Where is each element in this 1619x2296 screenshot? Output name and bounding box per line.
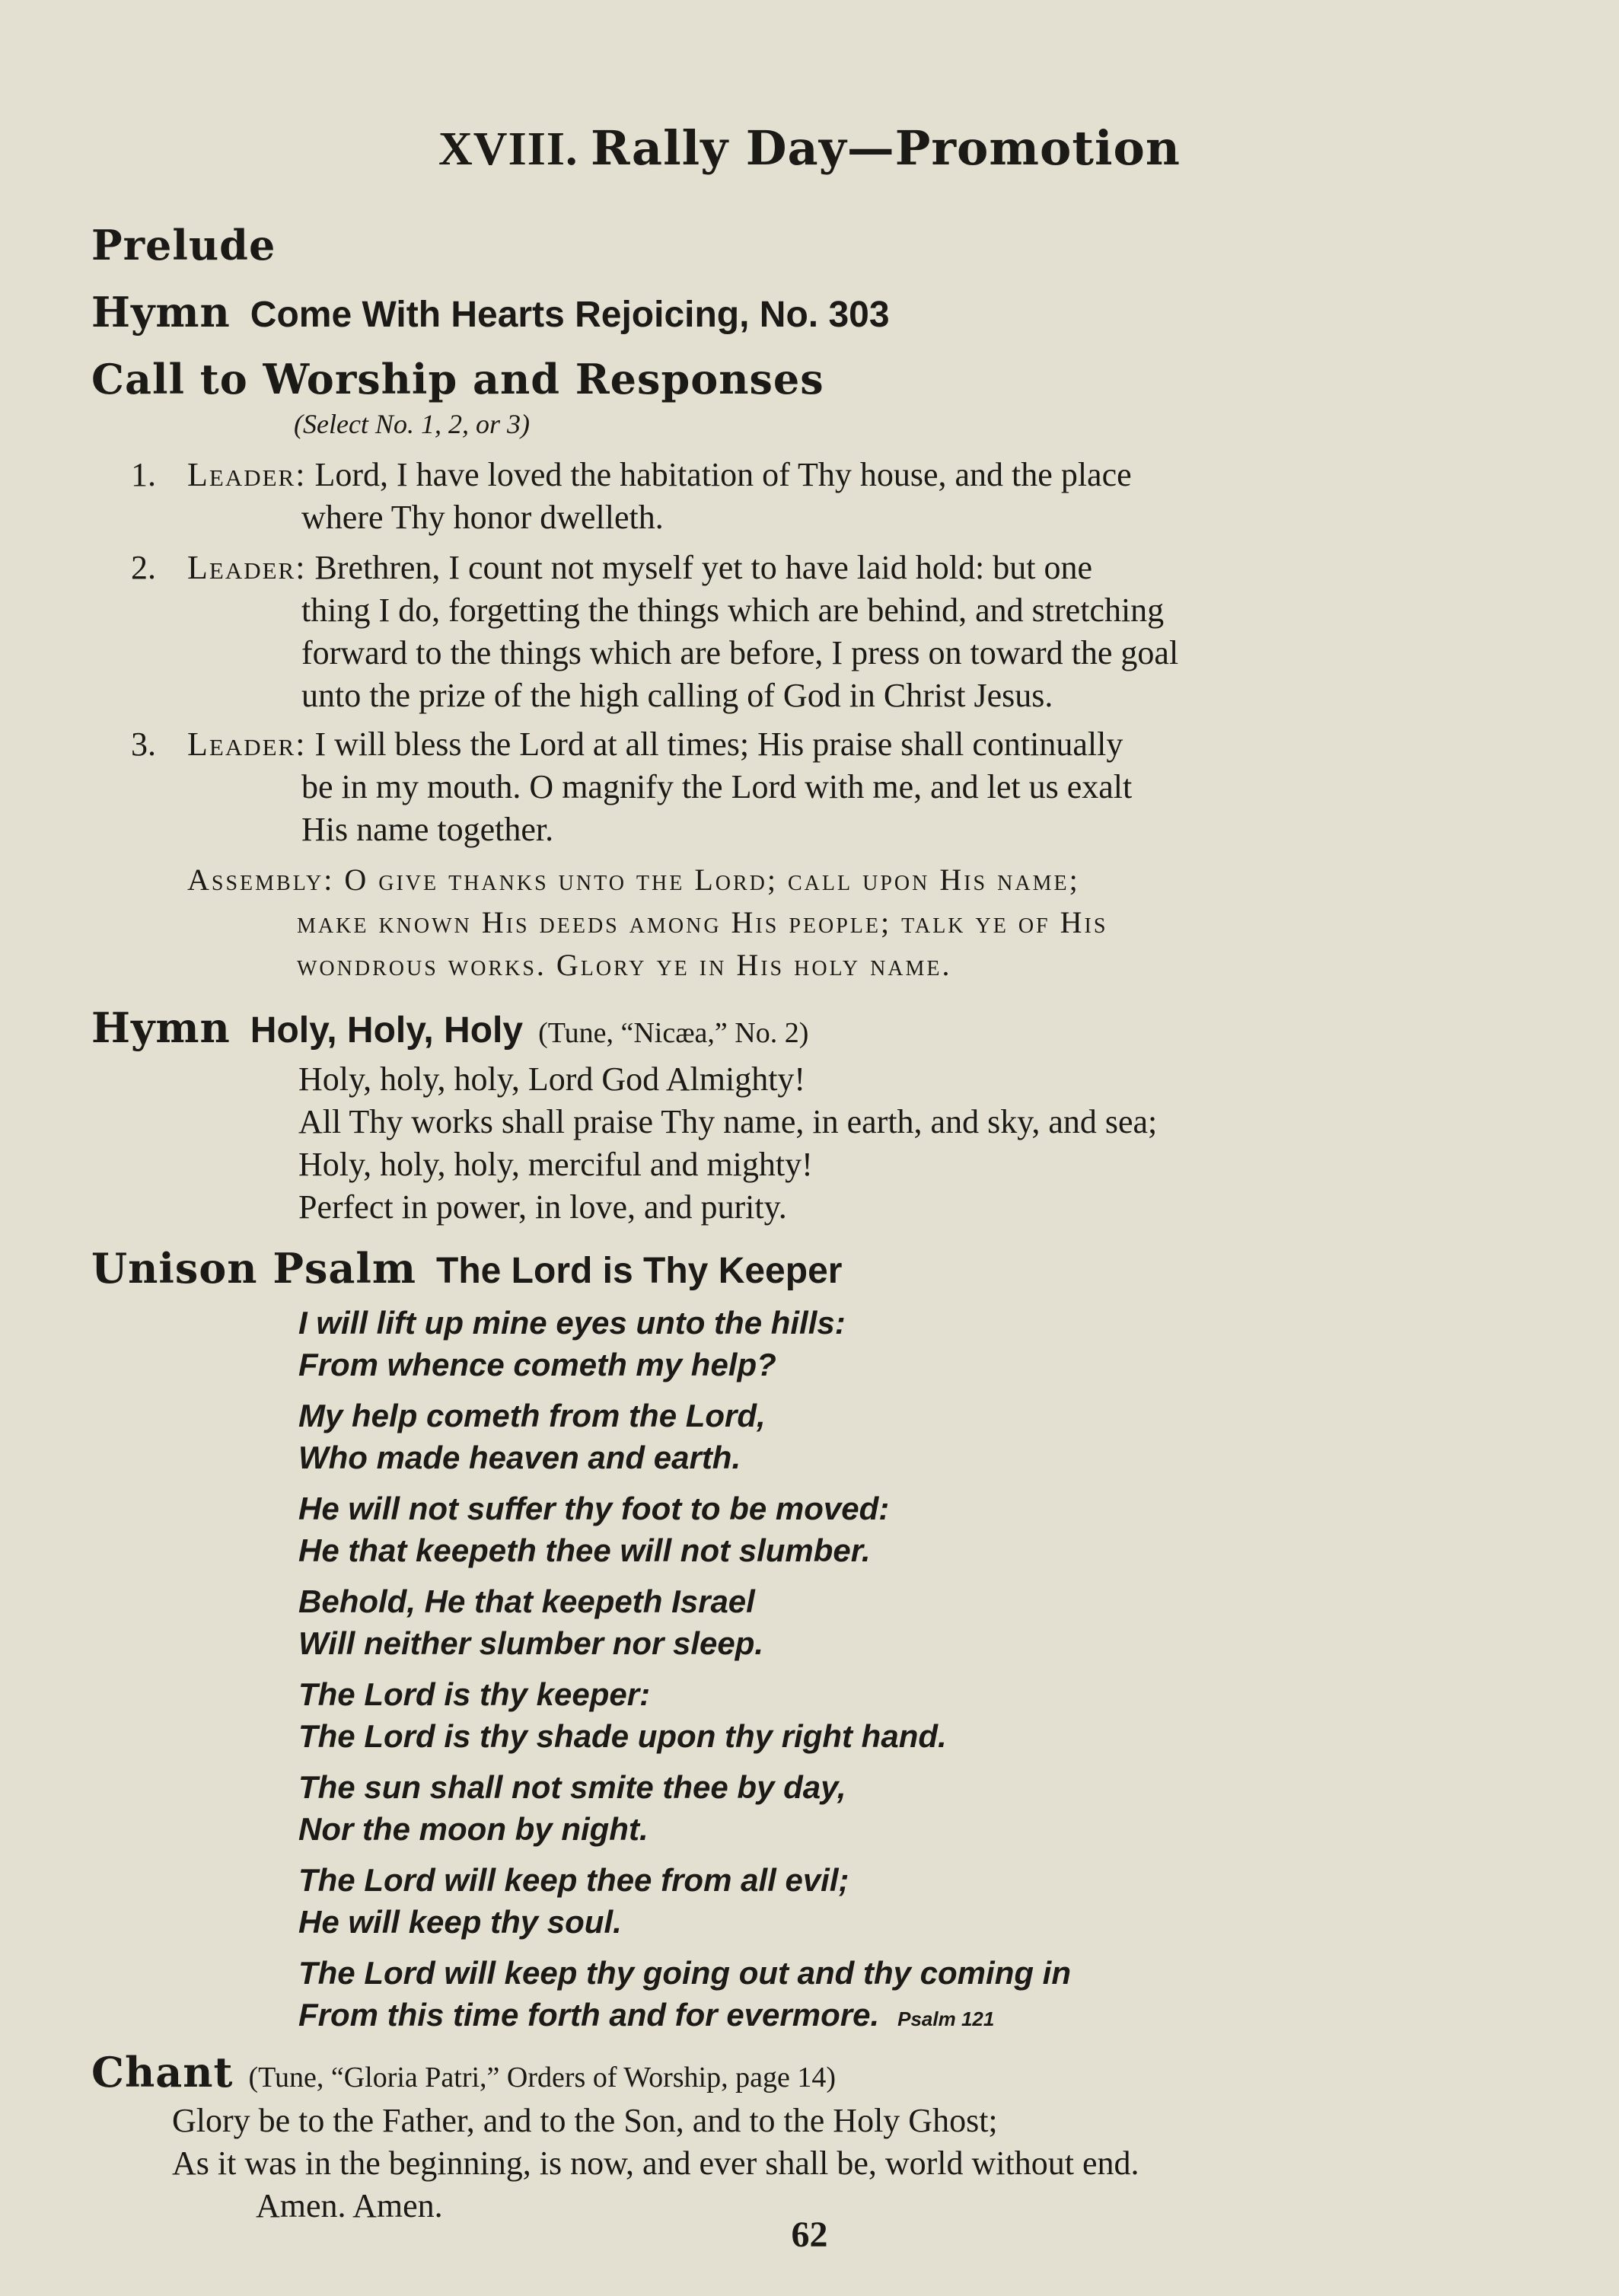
psalm-line: Behold, He that keepeth Israel: [298, 1583, 755, 1619]
psalm-line: He that keepeth thee will not slumber.: [298, 1532, 871, 1568]
response-2-speaker: Leader:: [187, 549, 307, 586]
title-roman: XVIII.: [438, 123, 578, 175]
response-1: [131, 454, 1132, 539]
psalm-verse: [298, 1580, 1071, 1664]
psalm-verses: [298, 1302, 1071, 2049]
hymn2-line-1: Holy, holy, holy, Lord God Almighty!: [298, 1060, 806, 1098]
psalm-line: He will keep thy soul.: [298, 1904, 622, 1940]
psalm-line: Will neither slumber nor sleep.: [298, 1625, 764, 1661]
response-3: [131, 723, 1132, 851]
assembly-response: [187, 859, 1107, 987]
response-1-line-2: where Thy honor dwelleth.: [301, 499, 664, 536]
assembly-line-2: make known His deeds among His people; talk ye of His: [297, 905, 1108, 939]
response-2-line-4: unto the prize of the high calling of God in Christ Jesus.: [301, 677, 1053, 714]
psalm-line: Who made heaven and earth.: [298, 1440, 741, 1475]
assembly-line-3: wondrous works. Glory ye in His holy name.: [297, 948, 952, 982]
response-1-line-1: Lord, I have loved the habitation of Thy house, and the place: [314, 456, 1132, 493]
chant-row: [91, 2048, 836, 2097]
response-3-line-1: I will bless the Lord at all times; His praise shall continually: [314, 725, 1123, 763]
psalm-line: Nor the moon by night.: [298, 1811, 649, 1847]
hymn2-label: Hymn: [91, 1003, 231, 1052]
response-2: [131, 547, 1178, 717]
chant-line-1: Glory be to the Father, and to the Son, and to the Holy Ghost;: [172, 2102, 998, 2139]
chant-text: [172, 2100, 1139, 2227]
psalm-line: The Lord is thy shade upon thy right hand.: [298, 1718, 947, 1754]
psalm-verse: [298, 1302, 1071, 1386]
psalm-label: Unison Psalm: [91, 1244, 416, 1293]
assembly-line-1: O give thanks unto the Lord; call upon His name;: [344, 863, 1080, 897]
hymn1-label: Hymn: [91, 288, 231, 336]
psalm-line: The sun shall not smite thee by day,: [298, 1769, 846, 1805]
response-2-number: 2.: [131, 549, 156, 586]
psalm-verse: [298, 1859, 1071, 1943]
hymn2-row: [91, 1003, 808, 1052]
page-number: 62: [791, 2215, 828, 2255]
assembly-speaker: Assembly:: [187, 863, 335, 897]
prelude-heading: Prelude: [91, 221, 276, 269]
psalm-line: The Lord is thy keeper:: [298, 1676, 651, 1712]
hymn1-title: Come With Hearts Rejoicing, No. 303: [250, 295, 890, 335]
psalm-line: The Lord will keep thy going out and thy coming in: [298, 1955, 1071, 1991]
response-2-line-2: thing I do, forgetting the things which are behind, and stretching: [301, 592, 1165, 629]
psalm-line: He will not suffer thy foot to be moved:: [298, 1491, 890, 1526]
psalm-last-line: From this time forth and for evermore.: [298, 1997, 880, 2033]
psalm-verse: [298, 1673, 1071, 1757]
psalm-verse: [298, 1952, 1071, 2040]
psalm-line: [298, 1994, 1071, 2040]
hymn2-line-4: Perfect in power, in love, and purity.: [298, 1188, 787, 1226]
psalm-title: The Lord is Thy Keeper: [436, 1251, 843, 1291]
response-2-line-3: forward to the things which are before, I press on toward the goal: [301, 634, 1179, 671]
response-3-number: 3.: [131, 725, 156, 763]
psalm-verse: [298, 1766, 1071, 1850]
chant-tune: (Tune, “Gloria Patri,” Orders of Worship, page 14): [248, 2062, 836, 2094]
chant-line-3: Amen. Amen.: [256, 2187, 443, 2224]
psalm-line: My help cometh from the Lord,: [298, 1398, 766, 1433]
psalm-line: The Lord will keep thee from all evil;: [298, 1862, 849, 1898]
hymn2-tune: (Tune, “Nicæa,” No. 2): [538, 1017, 809, 1049]
response-1-speaker: Leader:: [187, 456, 307, 493]
psalm-row: [91, 1244, 842, 1293]
title-name: Rally Day—Promotion: [590, 120, 1181, 176]
response-3-speaker: Leader:: [187, 725, 307, 763]
hymn2-title: Holy, Holy, Holy: [250, 1010, 524, 1051]
hymn2-verse: [298, 1058, 1157, 1229]
page-title: [0, 120, 1619, 177]
response-3-line-2: be in my mouth. O magnify the Lord with me, and let us exalt: [301, 768, 1133, 805]
hymn1-row: [91, 288, 890, 336]
response-1-number: 1.: [131, 456, 156, 493]
hymn2-line-3: Holy, holy, holy, merciful and mighty!: [298, 1146, 813, 1183]
hymn2-line-2: All Thy works shall praise Thy name, in earth, and sky, and sea;: [298, 1103, 1158, 1140]
psalm-citation: Psalm 121: [897, 2007, 995, 2030]
chant-line-2: As it was in the beginning, is now, and ever shall be, world without end.: [172, 2145, 1139, 2182]
psalm-line: I will lift up mine eyes unto the hills:: [298, 1305, 846, 1341]
response-3-line-3: His name together.: [301, 811, 554, 848]
call-note: (Select No. 1, 2, or 3): [294, 409, 530, 439]
psalm-line: From whence cometh my help?: [298, 1347, 776, 1382]
psalm-verse: [298, 1488, 1071, 1571]
call-heading: Call to Worship and Responses: [91, 355, 824, 403]
psalm-verse: [298, 1395, 1071, 1478]
response-2-line-1: Brethren, I count not myself yet to have laid hold: but one: [314, 549, 1092, 586]
chant-label: Chant: [91, 2048, 234, 2097]
